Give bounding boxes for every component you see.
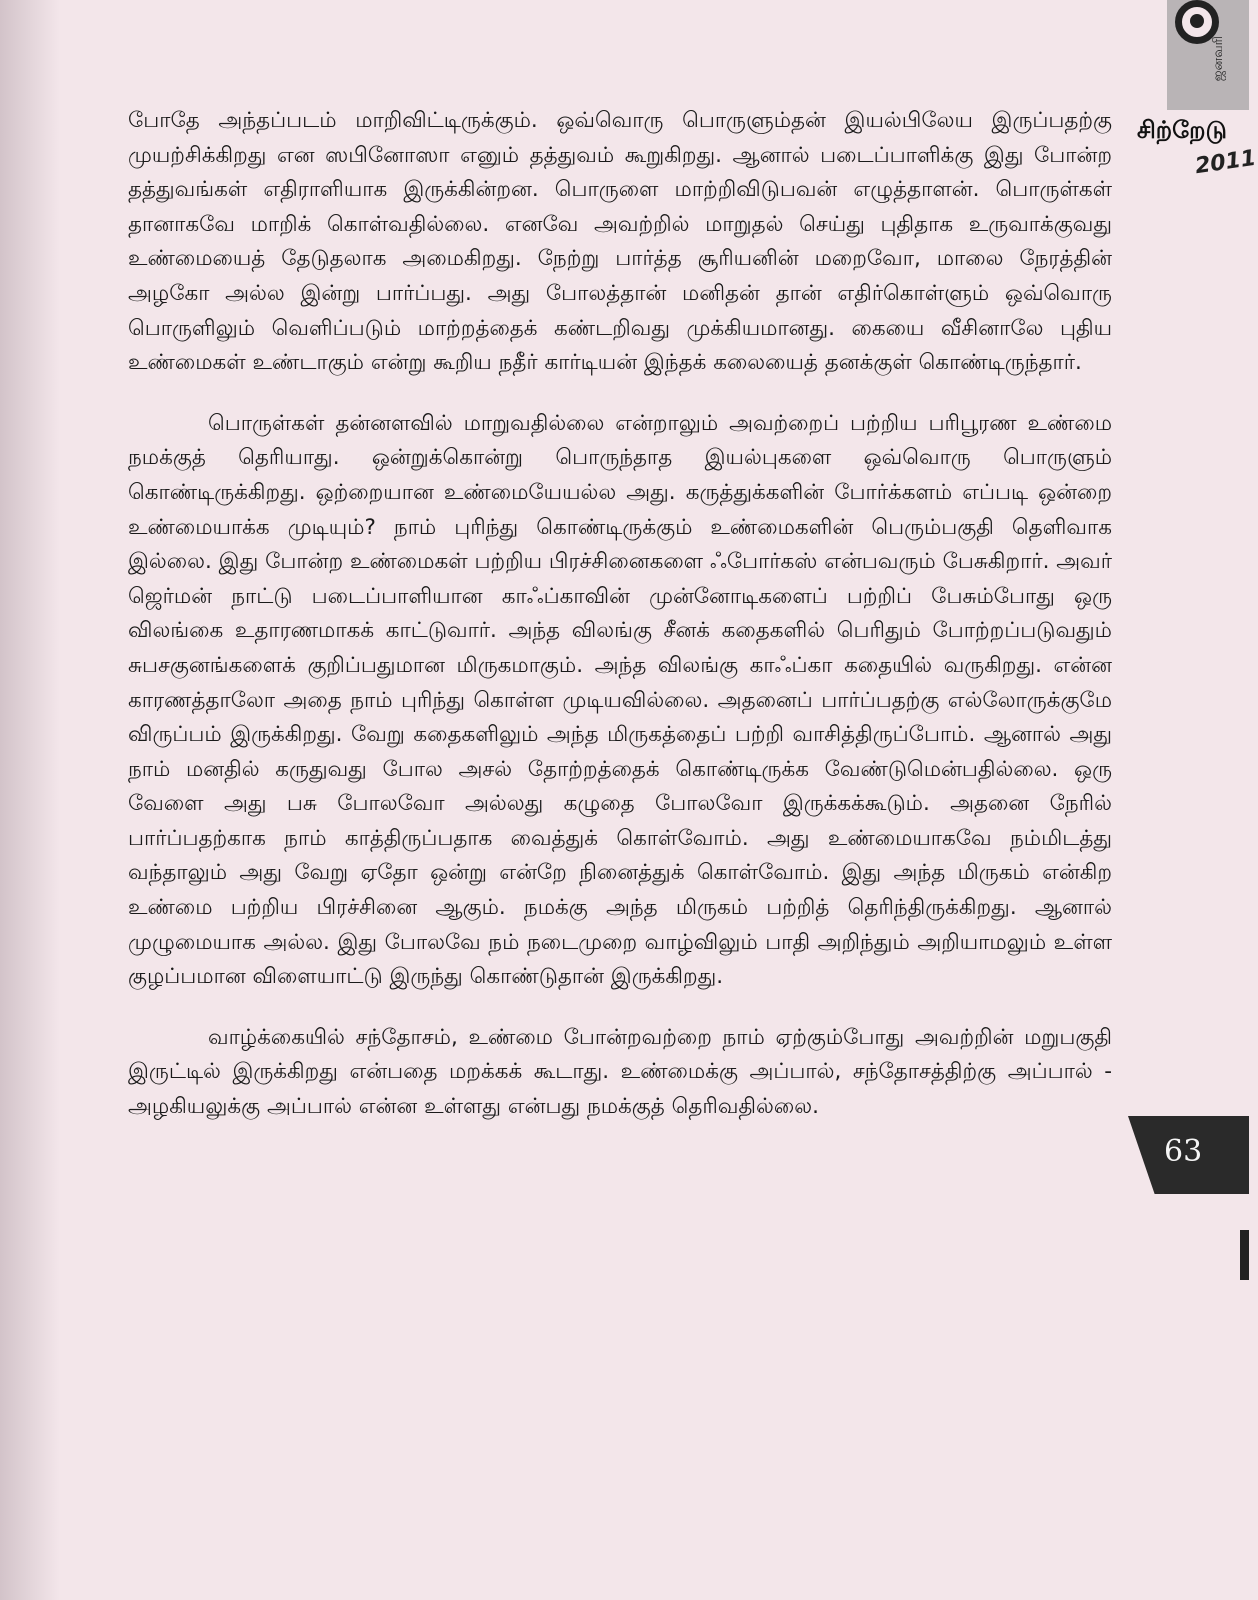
magazine-masthead <box>1137 0 1258 190</box>
paragraph-1: போதே அந்தப்படம் மாறிவிட்டிருக்கும். ஒவ்வொரு பொருளும்தன் இயல்பிலேய இருப்பதற்கு முயற்சிக்கிறது என ஸபினோஸா எனும் தத்துவம் கூறுகிறது. ஆனால் படைப்பாளிக்கு இது போன்ற தத்துவங்கள் எதிராளியாக இருக்கின்றன. பொருளை மாற்றிவிடுபவன் எழுத்தாளன். பொருள்கள் தானாகவே மாறிக் கொள்வதில்லை. எனவே அவற்றில் மாறுதல் செய்து புதிதாக உருவாக்குவது உண்மையைத் தேடுதலாக அமைகிறது. நேற்று பார்த்த சூரியனின் மறைவோ, மாலை நேரத்தின் அழகோ அல்ல இன்று பார்ப்பது. அது போலத்தான் மனிதன் தான் எதிர்கொள்ளும் ஒவ்வொரு பொருளிலும் வெளிப்படும் மாற்றத்தைக் கண்டறிவது முக்கியமானது. கையை வீசினாலே புதிய உண்மைகள் உண்டாகும் என்று கூறிய நதீர் கார்டியன் இந்தக் கலையைத் தனக்குள் கொண்டிருந்தார். <box>128 108 1113 376</box>
page-edge-marker <box>1240 1230 1249 1280</box>
paragraph-2: பொருள்கள் தன்னளவில் மாறுவதில்லை என்றாலும் அவற்றைப் பற்றிய பரிபூரண உண்மை நமக்குத் தெரியாது. ஒன்றுக்கொன்று பொருந்தாத இயல்புகளை ஒவ்வொரு பொருளும் கொண்டிருக்கிறது. ஒற்றையான உண்மையேயல்ல அது. கருத்துக்களின் போர்க்களம் எப்படி ஒன்றை உண்மையாக்க முடியும்? நாம் புரிந்து கொண்டிருக்கும் உண்மைகளின் பெரும்பகுதி தெளிவாக இல்லை. இது போன்ற உண்மைகள் பற்றிய பிரச்சினைகளை ஃபோர்கஸ் என்பவரும் பேசுகிறார். அவர் ஜெர்மன் நாட்டு படைப்பாளியான காஃப்காவின் முன்னோடிகளைப் பற்றிப் பேசும்போது ஒரு விலங்கை உதாரணமாகக் காட்டுவார். அந்த விலங்கு சீனக் கதைகளில் பெரிதும் போற்றப்படுவதும் சுபசகுனங்களைக் குறிப்பதுமான மிருகமாகும். அந்த விலங்கு காஃப்கா கதையில் வருகிறது. என்ன காரணத்தாலோ அதை நாம் புரிந்து கொள்ள முடியவில்லை. அதனைப் பார்ப்பதற்கு எல்லோருக்குமே விருப்பம் இருக்கிறது. வேறு கதைகளிலும் அந்த மிருகத்தைப் பற்றி வாசித்திருப்போம். ஆனால் அது நாம் மனதில் கருதுவது போல அசல் தோற்றத்தைக் கொண்டிருக்க வேண்டுமென்பதில்லை. ஒரு வேளை அது பசு போலவோ அல்லது கழுதை போலவோ இருக்கக்கூடும். அதனை நேரில் பார்ப்பதற்காக நாம் காத்திருப்பதாக வைத்துக் கொள்வோம். அது உண்மையாகவே நம்மிடத்து வந்தாலும் அது வேறு ஏதோ ஒன்று என்றே நினைத்துக் கொள்வோம். இது அந்த மிருகம் என்கிற உண்மை பற்றிய பிரச்சினை ஆகும். நமக்கு அந்த மிருகம் பற்றித் தெரிந்திருக்கிறது. ஆனால் முழுமையாக அல்ல. இது போலவே நம் நடைமுறை வாழ்விலும் பாதி அறிந்தும் அறியாமலும் உள்ள குழப்பமான விளையாட்டு இருந்து கொண்டுதான் இருக்கிறது. <box>128 410 1112 990</box>
target-logo-dot-icon <box>1190 14 1204 28</box>
masthead-month: ஜனவரி <box>1211 36 1226 82</box>
page-gutter-shadow <box>0 0 60 1600</box>
page-number: 63 <box>1164 1134 1203 1169</box>
paragraph-3: வாழ்க்கையில் சந்தோசம், உண்மை போன்றவற்றை நாம் ஏற்கும்போது அவற்றின் மறுபகுதி இருட்டில் இருக்கிறது என்பதை மறக்கக் கூடாது. உண்மைக்கு அப்பால், சந்தோசத்திற்கு அப்பால் - அழகியலுக்கு அப்பால் என்ன உள்ளது என்பது நமக்குத் தெரிவதில்லை. <box>128 1024 1112 1120</box>
article-body <box>128 104 1112 1151</box>
masthead-logo-block <box>1167 0 1249 110</box>
issue-year: 2011 <box>1193 145 1258 180</box>
magazine-title: சிற்றேடு <box>1137 116 1227 144</box>
